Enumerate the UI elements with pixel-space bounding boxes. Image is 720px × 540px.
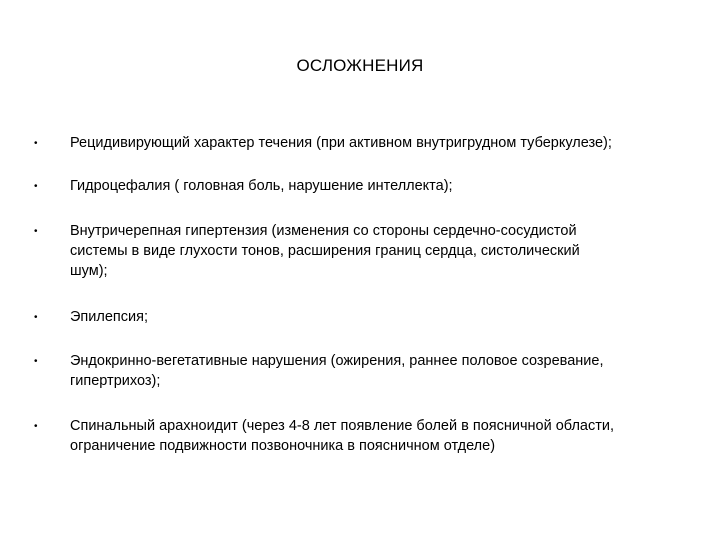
bullet-icon: • (34, 226, 38, 237)
bullet-icon: • (34, 356, 38, 367)
list-item-line: Эндокринно-вегетативные нарушения (ожирения, раннее половое созревание, (70, 353, 604, 369)
slide-title: ОСЛОЖНЕНИЯ (296, 56, 424, 75)
list-item-line: шум); (70, 263, 108, 279)
list-item-line: Рецидивирующий характер течения (при активном внутригрудном туберкулезе); (70, 135, 612, 151)
bullet-icon: • (34, 181, 38, 192)
list-item-line: системы в виде глухости тонов, расширения границ сердца, систолический (70, 243, 580, 259)
list-item-line: Спинальный арахноидит (через 4-8 лет появление болей в поясничной области, (70, 418, 614, 434)
list-item-line: ограничение подвижности позвоночника в поясничном отделе) (70, 438, 496, 454)
bullet-icon: • (34, 138, 38, 149)
bullet-icon: • (34, 312, 38, 323)
list-item-text (70, 221, 690, 281)
list-item-text (70, 176, 690, 196)
list-item-line: Эпилепсия; (70, 309, 148, 325)
list-item-text (70, 416, 690, 456)
list-item-line: Внутричерепная гипертензия (изменения со стороны сердечно-сосудистой (70, 223, 577, 239)
list-item-line: Гидроцефалия ( головная боль, нарушение интеллекта); (70, 178, 453, 194)
list-item-text (70, 351, 690, 391)
list-item-text (70, 307, 690, 327)
list-item-line: гипертрихоз); (70, 373, 161, 389)
list-item-text (70, 133, 690, 153)
bullet-icon: • (34, 421, 38, 432)
